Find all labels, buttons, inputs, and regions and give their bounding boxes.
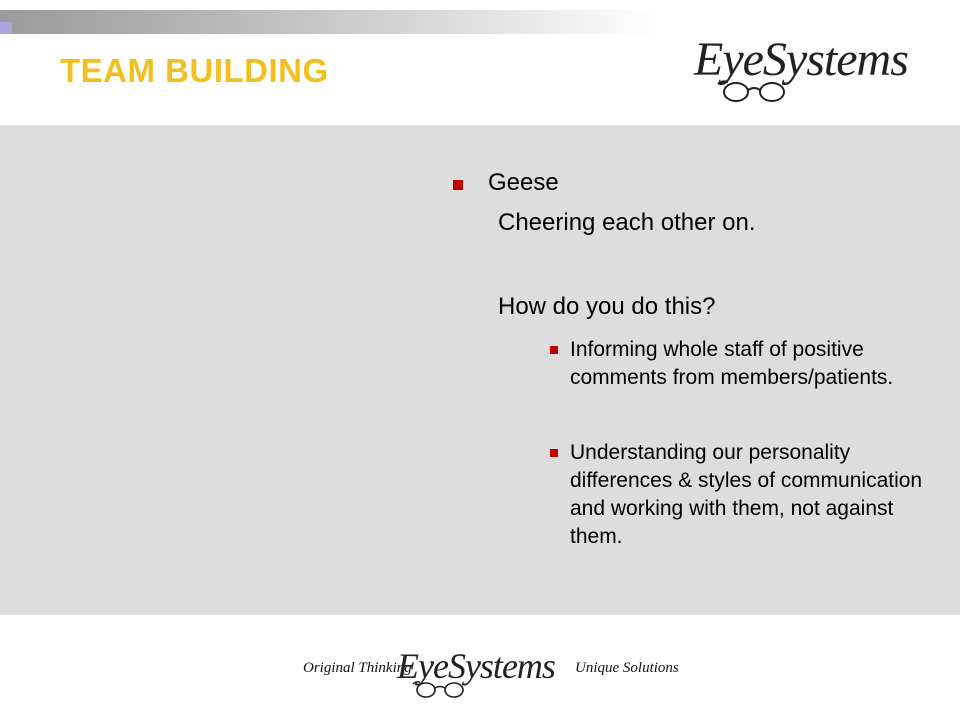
corner-accent-square bbox=[0, 22, 12, 34]
bullet-text: Geese bbox=[488, 169, 559, 196]
footer-logo-text: EyeSystems bbox=[397, 646, 555, 686]
glasses-icon bbox=[716, 78, 796, 106]
eyesystems-logo bbox=[694, 32, 934, 114]
sub-bullet-text: Understanding our personality differences & styles of communication and working with them, not against them. bbox=[570, 441, 923, 548]
footer bbox=[0, 640, 960, 720]
how-line: How do you do this? bbox=[498, 293, 716, 320]
footer-left-text: Original Thinking bbox=[303, 660, 412, 676]
glasses-icon bbox=[411, 679, 471, 701]
bullet-square-icon bbox=[453, 180, 463, 190]
sub-bullet-text: Informing whole staff of positive comments from members/patients. bbox=[570, 338, 894, 389]
footer-right-text: Unique Solutions bbox=[575, 660, 679, 676]
sub-bullet-1 bbox=[550, 336, 940, 426]
bullet-square-icon bbox=[550, 346, 558, 354]
slide-title: TEAM BUILDING bbox=[60, 52, 329, 89]
logo-text: EyeSystems bbox=[694, 33, 908, 86]
sub-bullet-2 bbox=[550, 439, 940, 563]
bullet-square-icon bbox=[550, 449, 558, 457]
footer-eyesystems-logo bbox=[397, 645, 567, 715]
cheering-line: Cheering each other on. bbox=[498, 209, 756, 236]
top-gradient-bar bbox=[0, 10, 660, 34]
